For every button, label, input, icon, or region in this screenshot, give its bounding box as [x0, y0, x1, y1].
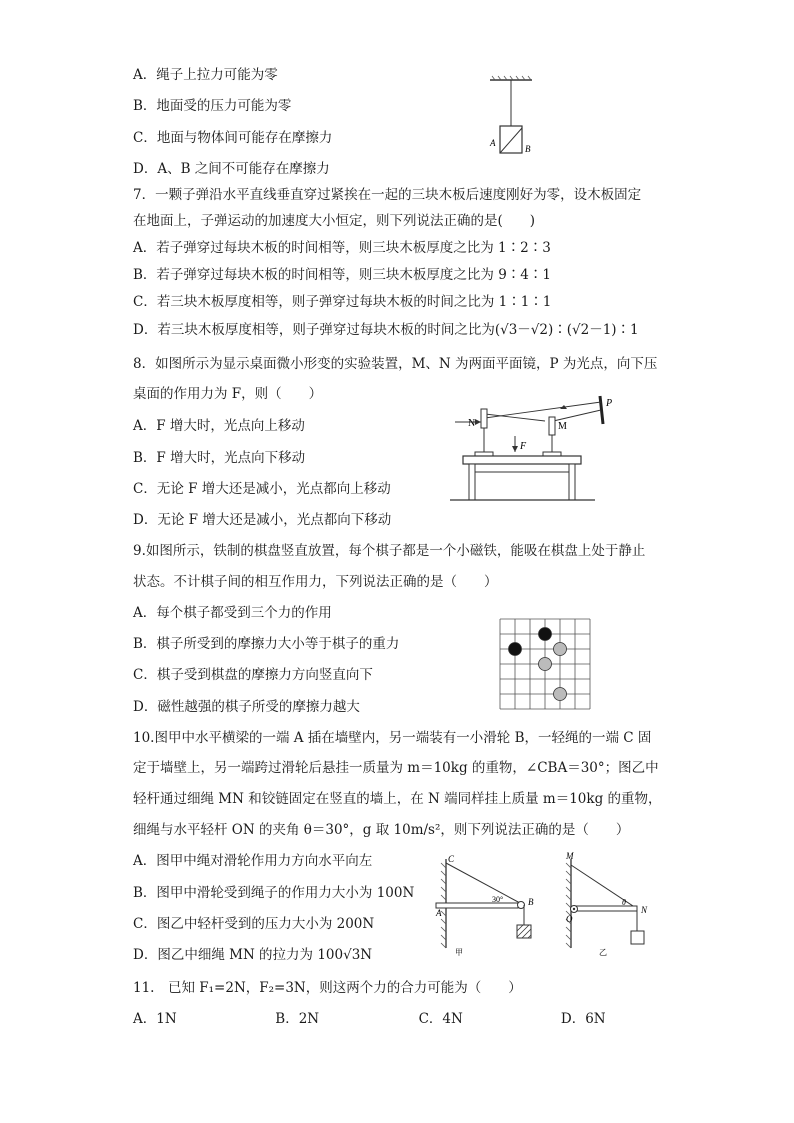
q9-option-c: C．棋子受到棋盘的摩擦力方向竖直向下	[133, 667, 373, 683]
q10-jia-label-a: A	[436, 908, 442, 918]
q6-option-a: A．绳子上拉力可能为零	[133, 67, 278, 83]
q10-jia-angle: 30°	[492, 895, 504, 904]
q8-label-m: M	[558, 421, 567, 432]
q11-option-d: D．6N	[560, 1011, 606, 1027]
q10-yi-angle: θ	[622, 898, 626, 907]
gray-chess-piece	[554, 643, 567, 656]
q6-label-b: B	[525, 144, 531, 154]
q7-option-c: C．若三块木板厚度相等，则子弹穿过每块木板的时间之比为 1∶1∶1	[133, 294, 552, 310]
q8-stem-line-2: 桌面的作用力为 F，则（ ）	[133, 386, 323, 402]
q10-jia-label-c: C	[448, 854, 455, 864]
q9-option-a: A．每个棋子都受到三个力的作用	[133, 605, 332, 621]
chessboard-figure	[497, 616, 599, 712]
q10-stem-line-3: 轻杆通过细绳 MN 和铰链固定在竖直的墙上，在 N 端同样挂上质量 m＝10kg 的重物，	[133, 791, 662, 807]
q10-figure-yi	[561, 853, 671, 961]
q10-yi-label-o: O	[566, 914, 573, 924]
q7-option-a: A．若子弹穿过每块木板的时间相等，则三块木板厚度之比为 1∶2∶3	[133, 240, 551, 256]
black-chess-piece	[509, 643, 522, 656]
q7-option-b: B．若子弹穿过每块木板的时间相等，则三块木板厚度之比为 9∶4∶1	[133, 267, 551, 283]
q7-option-d: D．若三块木板厚度相等，则子弹穿过每块木板的时间之比为(√3－√2)∶(√2－1)∶1	[133, 322, 639, 338]
q10-option-c: C．图乙中轻杆受到的压力大小为 200N	[133, 916, 375, 932]
q8-option-d: D．无论 F 增大还是减小，光点都向下移动	[133, 512, 392, 528]
q8-option-c: C．无论 F 增大还是减小，光点都向上移动	[133, 481, 391, 497]
q10-jia-label-b: B	[528, 897, 534, 907]
q6-figure	[480, 76, 540, 160]
q11-options	[133, 1009, 606, 1029]
q11-option-a: A．1N	[133, 1011, 177, 1027]
q8-label-p: P	[606, 398, 613, 409]
black-chess-piece	[539, 628, 552, 641]
q10-yi-label-n: N	[641, 905, 648, 915]
q11-stem: 11. 已知 F₁=2N，F₂=3N，则这两个力的合力可能为（ ）	[133, 980, 522, 996]
q9-option-d: D．磁性越强的棋子所受的摩擦力越大	[133, 699, 360, 715]
q10-stem-line-2: 定于墙壁上，另一端跨过滑轮后悬挂一质量为 m＝10kg 的重物，∠CBA＝30°；图乙中	[133, 760, 659, 776]
q9-option-b: B．棋子所受到的摩擦力大小等于棋子的重力	[133, 636, 400, 652]
q10-yi-label-m: M	[566, 851, 574, 861]
q6-option-d: D．A、B 之间不可能存在摩擦力	[133, 161, 330, 177]
q10-option-a: A．图甲中绳对滑轮作用力方向水平向左	[133, 853, 373, 869]
q6-option-b: B．地面受的压力可能为零	[133, 98, 292, 114]
q11-option-b: B．2N	[275, 1011, 320, 1027]
gray-chess-piece	[539, 658, 552, 671]
q10-stem-line-4: 细绳与水平轻杆 ON 的夹角 θ＝30°，g 取 10m/s²，则下列说法正确的是（ ）	[133, 822, 630, 838]
q10-option-b: B．图甲中滑轮受到绳子的作用力大小为 100N	[133, 885, 415, 901]
q8-option-b: B．F 增大时，光点向下移动	[133, 450, 306, 466]
q8-stem-line-1: 8．如图所示为显示桌面微小形变的实验装置，M、N 为两面平面镜，P 为光点，向下压	[133, 356, 658, 372]
q8-figure	[445, 392, 620, 504]
q8-option-a: A．F 增大时，光点向上移动	[133, 418, 305, 434]
q8-label-f: F	[520, 441, 527, 452]
gray-chess-piece	[554, 688, 567, 701]
q8-label-n: N	[468, 418, 476, 429]
q9-stem-line-1: 9.如图所示，铁制的棋盘竖直放置，每个棋子都是一个小磁铁，能吸在棋盘上处于静止	[133, 543, 646, 559]
q7-stem-line-1: 7．一颗子弹沿水平直线垂直穿过紧挨在一起的三块木板后速度刚好为零，设木板固定	[133, 187, 642, 203]
q10-jia-caption: 甲	[455, 948, 463, 957]
q10-stem-line-1: 10.图甲中水平横梁的一端 A 插在墙壁内，另一端装有一小滑轮 B，一轻绳的一端 C 固	[133, 730, 652, 746]
q11-option-c: C．4N	[418, 1011, 463, 1027]
q9-stem-line-2: 状态。不计棋子间的相互作用力，下列说法正确的是（ ）	[133, 574, 498, 590]
q7-stem-line-2: 在地面上，子弹运动的加速度大小恒定，则下列说法正确的是( )	[133, 213, 536, 229]
q10-yi-caption: 乙	[599, 948, 607, 957]
q10-figure-jia	[432, 853, 542, 961]
q6-label-a: A	[490, 138, 496, 148]
q6-option-c: C．地面与物体间可能存在摩擦力	[133, 130, 333, 146]
q10-option-d: D．图乙中细绳 MN 的拉力为 100√3N	[133, 947, 373, 963]
